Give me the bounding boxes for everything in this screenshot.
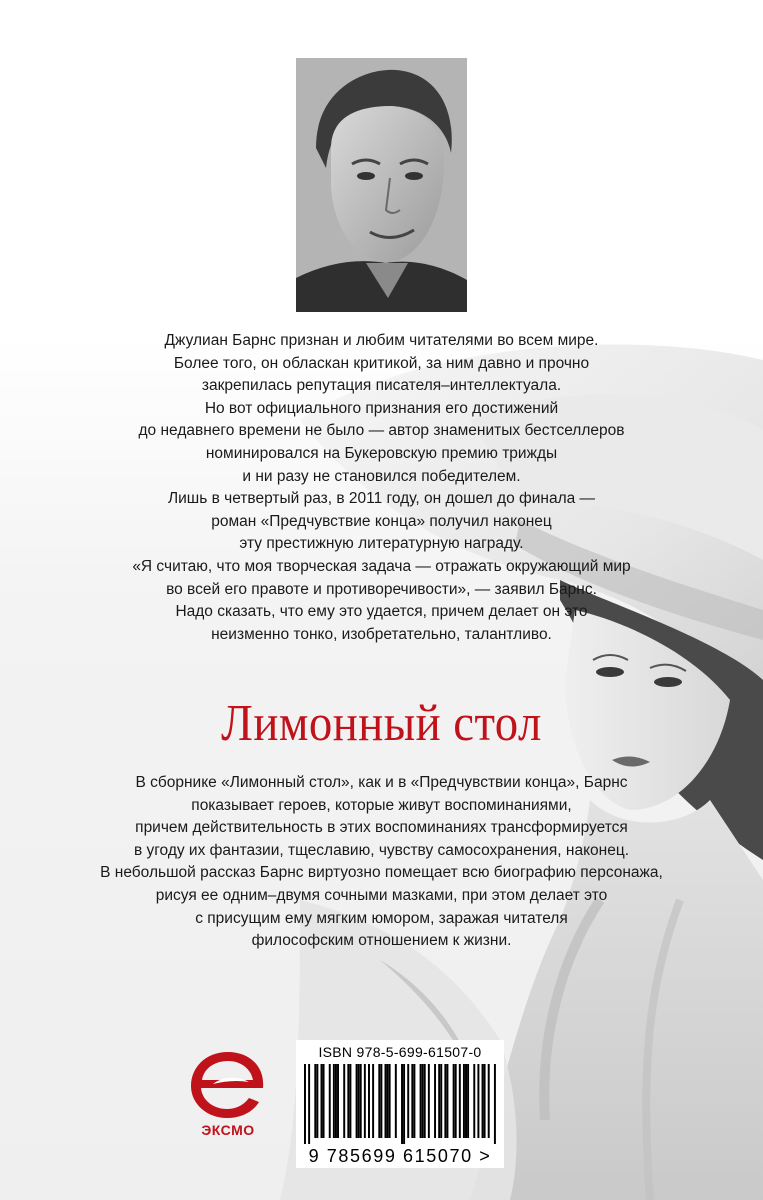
barcode-bar — [422, 1064, 424, 1138]
barcode-bar — [304, 1064, 306, 1144]
barcode-bar — [347, 1064, 349, 1138]
barcode-bar — [438, 1064, 440, 1138]
barcode-bar — [413, 1064, 415, 1138]
text-line: номинировался на Букеровскую премию трижды — [205, 444, 558, 462]
barcode-bar — [407, 1064, 409, 1138]
text-line: Более того, он обласкан критикой, за ним давно и прочно — [173, 354, 590, 372]
text-line: Лишь в четвертый раз, в 2011 году, он дошел до финала — — [167, 490, 596, 508]
barcode-bar — [387, 1064, 389, 1138]
barcode-bar — [368, 1064, 370, 1138]
barcode-bar — [316, 1064, 318, 1138]
author-portrait — [296, 58, 467, 312]
text-line: до недавнего времени не было — автор знаменитых бестселлеров — [138, 422, 625, 440]
barcode-bar — [372, 1064, 374, 1138]
barcode-bar — [420, 1064, 422, 1138]
barcode-bar — [389, 1064, 391, 1138]
barcode-bar — [488, 1064, 490, 1138]
book-description — [0, 772, 763, 953]
barcode-bars — [304, 1064, 496, 1144]
eksmo-logo-icon — [183, 1046, 273, 1122]
text-line: Но вот официального признания его достижений — [204, 399, 559, 417]
barcode-bar — [378, 1064, 380, 1138]
barcode-bar — [333, 1064, 335, 1138]
text-line: «Я считаю, что моя творческая задача — отражать окружающий мир — [132, 557, 631, 575]
text-line: причем действительность в этих воспоминаниях трансформируется — [135, 819, 628, 837]
barcode-bar — [463, 1064, 465, 1138]
barcode-bar — [349, 1064, 351, 1138]
book-title: Лимонный стол — [221, 695, 542, 752]
barcode-bar — [323, 1064, 325, 1138]
text-line: Джулиан Барнс признан и любим читателями во всем мире. — [164, 332, 599, 349]
isbn-barcode — [296, 1040, 504, 1168]
barcode-bar — [364, 1064, 366, 1138]
barcode-bar — [465, 1064, 467, 1138]
barcode-bar — [360, 1064, 362, 1138]
barcode-bar — [343, 1064, 345, 1138]
barcode-bar — [428, 1064, 430, 1138]
barcode-bar — [356, 1064, 358, 1138]
barcode-bar — [446, 1064, 448, 1138]
barcode-bar — [401, 1064, 403, 1144]
text-line: во всей его правоте и противоречивости», — заявил Барнс. — [166, 580, 597, 598]
text-line: в угоду их фантазии, тщеславию, чувству самосохранения, наконец. — [133, 841, 630, 859]
barcode-bar — [335, 1064, 337, 1138]
barcode-bar — [385, 1064, 387, 1138]
barcode-bar — [434, 1064, 436, 1138]
barcode-bar — [308, 1064, 310, 1144]
barcode-bar — [477, 1064, 479, 1138]
text-line: закрепилась репутация писателя–интеллектуала. — [201, 377, 562, 395]
barcode-bar — [494, 1064, 496, 1144]
barcode-bar — [337, 1064, 339, 1138]
text-line: В небольшой рассказ Барнс виртуозно помещает всю биографию персонажа, — [100, 864, 663, 882]
barcode-bar — [467, 1064, 469, 1138]
text-line: роман «Предчувствие конца» получил наконец — [211, 512, 552, 530]
text-line: философским отношением к жизни. — [251, 932, 512, 950]
isbn-number: ISBN 978-5-699-61507-0 — [318, 1044, 482, 1060]
barcode-bar — [395, 1064, 397, 1138]
publisher-name: ЭКСМО — [201, 1122, 255, 1138]
publisher-logo — [183, 1046, 273, 1166]
text-line: В сборнике «Лимонный стол», как и в «Предчувствии конца», Барнс — [135, 774, 628, 791]
ean-digits: 9 785699 615070 > — [308, 1146, 492, 1166]
barcode-bar — [321, 1064, 323, 1138]
barcode-bar — [403, 1064, 405, 1144]
barcode-bar — [444, 1064, 446, 1138]
barcode-bar — [358, 1064, 360, 1138]
author-description — [0, 330, 763, 646]
text-line: рисуя ее одним–двумя сочными мазками, при этом делает это — [155, 886, 608, 904]
barcode-bar — [455, 1064, 457, 1138]
barcode-bar — [380, 1064, 382, 1138]
text-line: эту престижную литературную награду. — [239, 535, 524, 553]
barcode-bar — [453, 1064, 455, 1138]
text-line: неизменно тонко, изобретательно, талантливо. — [211, 625, 552, 643]
barcode-bar — [329, 1064, 331, 1138]
barcode-bar — [482, 1064, 484, 1138]
barcode-bar — [459, 1064, 461, 1138]
barcode-bar — [484, 1064, 486, 1138]
barcode-bar — [314, 1064, 316, 1138]
barcode-bar — [424, 1064, 426, 1138]
text-line: показывает героев, которые живут воспоминаниями, — [191, 796, 572, 814]
barcode-bar — [473, 1064, 475, 1138]
text-line: Надо сказать, что ему это удается, причем делает он это — [175, 603, 588, 621]
barcode-bar — [440, 1064, 442, 1138]
text-line: с присущим ему мягким юмором, заражая читателя — [195, 909, 568, 927]
barcode-bar — [411, 1064, 413, 1138]
text-line: и ни разу не становился победителем. — [242, 467, 521, 485]
